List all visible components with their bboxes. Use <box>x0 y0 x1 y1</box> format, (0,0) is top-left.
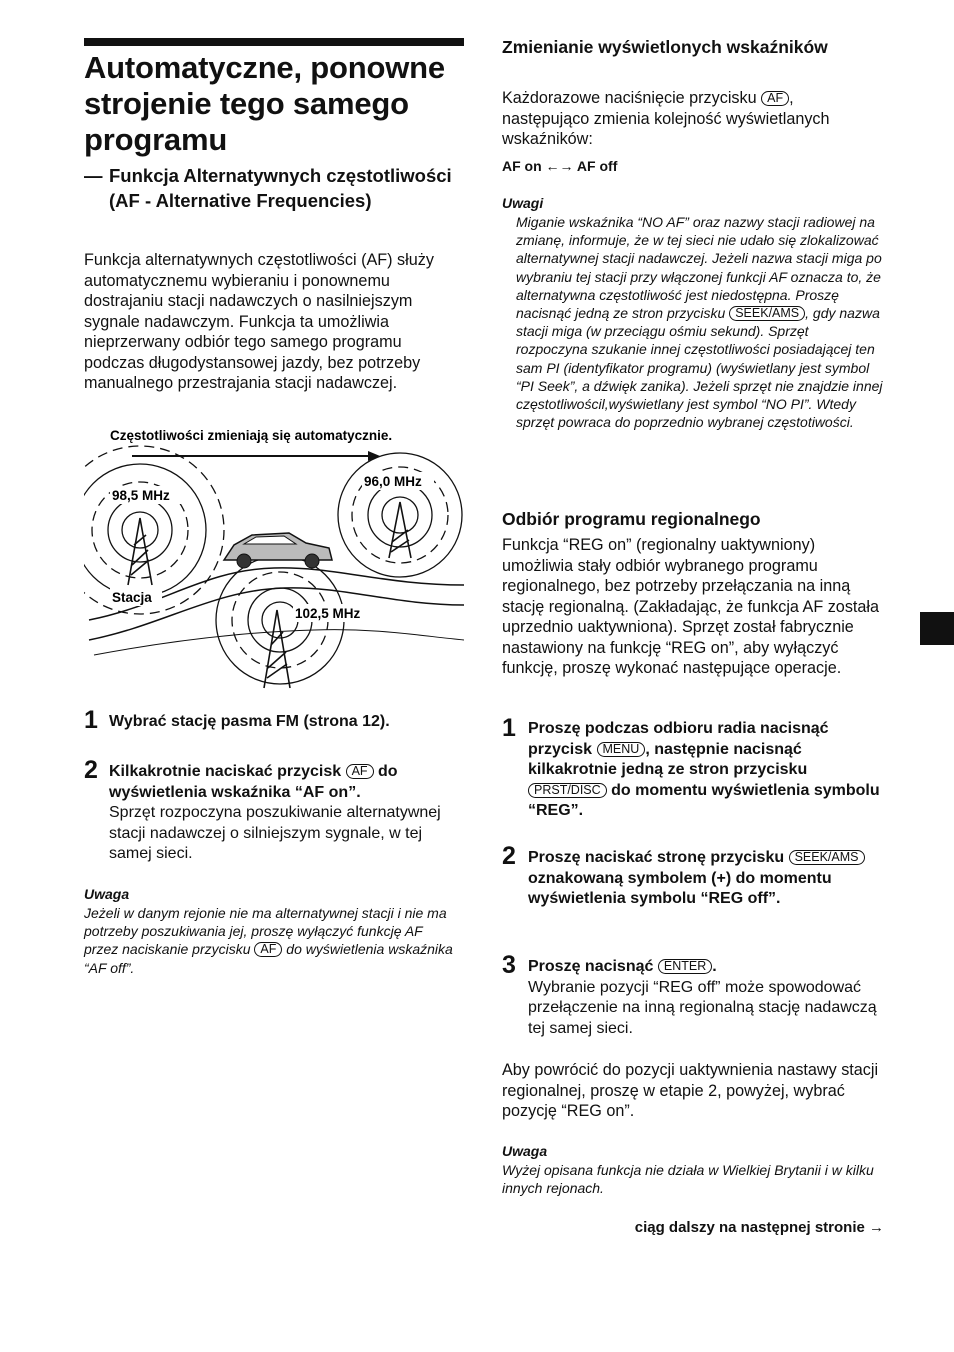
subtitle-text: Funkcja Alternatywnych częstotliwości (AF - Alternative Frequencies) <box>109 165 452 211</box>
section-heading-regional: Odbiór programu regionalnego <box>502 509 761 529</box>
tower-icon-2 <box>389 502 411 558</box>
right-step-1-text-b: , następnie nacisnąć kilkakrotnie jedną ze stron przycisku <box>528 740 808 778</box>
continued-notice <box>560 1218 884 1238</box>
tower-icon-1 <box>128 518 152 585</box>
notes-heading: Uwagi <box>502 195 544 211</box>
af-button-label: AF <box>254 942 282 957</box>
station-label: Stacja <box>112 590 152 605</box>
indicators-text-b: , następująco zmienia kolejność wyświetlanych wskaźników: <box>502 89 830 148</box>
left-note-heading: Uwaga <box>84 886 130 902</box>
subtitle-dash: — <box>84 165 103 186</box>
indicators-paragraph <box>502 88 884 150</box>
right-step-1-text-c: do momentu wyświetlenia symbolu “REG”. <box>528 781 880 819</box>
notes-text <box>516 213 884 431</box>
menu-button-label: MENU <box>597 742 646 757</box>
right-step-1-number: 1 <box>502 714 516 742</box>
arrow-right-icon: → <box>869 1219 884 1236</box>
prst-disc-button-label: PRST/DISC <box>528 783 607 798</box>
af-button-label: AF <box>346 764 374 779</box>
car-icon <box>224 533 332 568</box>
left-step-2-number: 2 <box>84 756 98 784</box>
freq-label-1: 98,5 MHz <box>112 488 170 503</box>
right-step-3-number: 3 <box>502 951 516 979</box>
station-2-waves <box>338 453 462 577</box>
intro-paragraph: Funkcja alternatywnych częstotliwości (AF) służy automatycznemu wybieraniu i ponownemu dostrajaniu stacji nadawczych o nasilniejszym sygnale nadawczym. Funkcja ta umożliwia nieprzerwany odbiór tego samego programu podczas długodystansowej jazdy, bez potrzeby manualnego przestrajania stacji nadawczej. <box>84 251 434 392</box>
af-on-label: AF on <box>502 158 542 174</box>
right-step-2-number: 2 <box>502 842 516 870</box>
right-step-1-text-a: Proszę podczas odbioru radia nacisnąć przycisk <box>528 720 829 758</box>
notes-text-b: , gdy nazwa stacji miga (w przeciągu ośmiu sekund). Sprzęt rozpoczyna szukanie innej częstotliwości posiadającej ten sam PI (identyfikator programu) (wyświetlany jest symbol “PI Seek”, a dźwięk zanika). Jeżeli sprzęt nie znajdzie innej częstotliwościl,wyświetlany jest symbol “NO PI”. Wtedy sprzęt powraca do poprzednio wybranej częstotiwości. <box>516 305 883 431</box>
right-step-3-description: Wybranie pozycji “REG off” może spowodować przełączenie na inną regionalną stację nadawczą tej samej sieci. <box>528 978 877 1037</box>
seek-ams-button-label: SEEK/AMS <box>729 306 805 321</box>
left-step-2-description: Sprzęt rozpoczyna poszukiwanie alternatywnej stacji nadawczej o silniejszym sygnale, w tej samej sieci. <box>109 804 441 862</box>
freq-label-3: 102,5 MHz <box>295 606 361 621</box>
af-off-label: AF off <box>576 158 618 174</box>
left-step-1-text: Wybrać stację pasma FM (strona 12). <box>109 713 390 730</box>
freq-label-2: 96,0 MHz <box>364 474 422 489</box>
subtitle <box>84 163 464 213</box>
regional-paragraph: Funkcja “REG on” (regionalny uaktywniony) umożliwia stały odbiór wybranego programu regionalnego, bez potrzeby przełączania na inną stację regionalną. (Zakładając, że funkcja AF została uprzednio uaktywniona). Sprzęt został fabrycznie nastawiony na funkcję “REG on”, aby wyłączyć funkcję, proszę wykonać następujące operacje. <box>502 536 880 677</box>
left-step-1-number: 1 <box>84 706 98 734</box>
notes-text-a: Miganie wskaźnika “NO AF” oraz nazwy stacji radiowej na zmianę, informuje, że w tej sieci nie udało się zlokalizować alternatywnej stacji nadawczej. Jeżeli nazwa stacji miga po wybraniu tej stacji przy włączonej funkcji AF oznacza to, że alternatywna częstotliwość jest niedostępna. Proszę nacisnąć jedną ze stron przycisku <box>516 214 882 322</box>
title-rule <box>84 38 464 46</box>
left-step-2-text-b: do wyświetlenia wskaźnika “AF on”. <box>109 763 398 801</box>
left-step-2-text-a: Kilkakrotnie naciskać przycisk <box>109 763 342 780</box>
left-step-2 <box>109 762 464 865</box>
right-note-heading: Uwaga <box>502 1143 548 1159</box>
double-arrow-icon: ←→ <box>545 158 574 174</box>
right-step-2-text-b: oznakowaną symbolem (+) do momentu wyświetlenia symbolu “REG off”. <box>528 869 832 907</box>
page-title: Automatyczne, ponowne strojenie tego samego programu <box>84 50 445 157</box>
section-heading-indicators: Zmienianie wyświetlonych wskaźników <box>502 37 828 57</box>
indicators-text-a: Każdorazowe naciśnięcie przycisku <box>502 89 757 107</box>
seek-ams-button-label: SEEK/AMS <box>789 850 865 865</box>
left-note-text-b: do wyświetlenia wskaźnika “AF off”. <box>84 941 453 976</box>
right-step-3-text-b: . <box>712 958 717 975</box>
af-sequence <box>502 157 617 175</box>
right-step-2-text-a: Proszę naciskać stronę przycisku <box>528 849 785 866</box>
continued-text: ciąg dalszy na następnej stronie <box>634 1219 865 1236</box>
af-diagram <box>84 420 464 695</box>
return-paragraph: Aby powrócić do pozycji uaktywnienia nastawy stacji regionalnej, proszę w etapie 2, powyżej, wybrać pozycję “REG on”. <box>502 1061 879 1120</box>
right-step-2 <box>528 848 884 910</box>
right-step-3-text-a: Proszę nacisnąć <box>528 958 654 975</box>
right-note-text: Wyżej opisana funkcja nie działa w Wielkiej Brytanii i w kilku innych rejonach. <box>502 1162 874 1197</box>
section-tab-marker <box>920 612 954 645</box>
diagram-caption: Częstotliwości zmieniają się automatycznie. <box>110 428 393 443</box>
enter-button-label: ENTER <box>658 959 712 974</box>
right-step-1 <box>528 719 884 822</box>
af-button-label: AF <box>761 91 789 106</box>
left-note <box>84 904 454 977</box>
right-step-3 <box>528 957 884 1039</box>
left-note-text-a: Jeżeli w danym rejonie nie ma alternatywnej stacji i nie ma potrzeby poszukiwania jej, proszę wyłączyć funkcję AF przez naciskanie przycisku <box>84 905 447 958</box>
